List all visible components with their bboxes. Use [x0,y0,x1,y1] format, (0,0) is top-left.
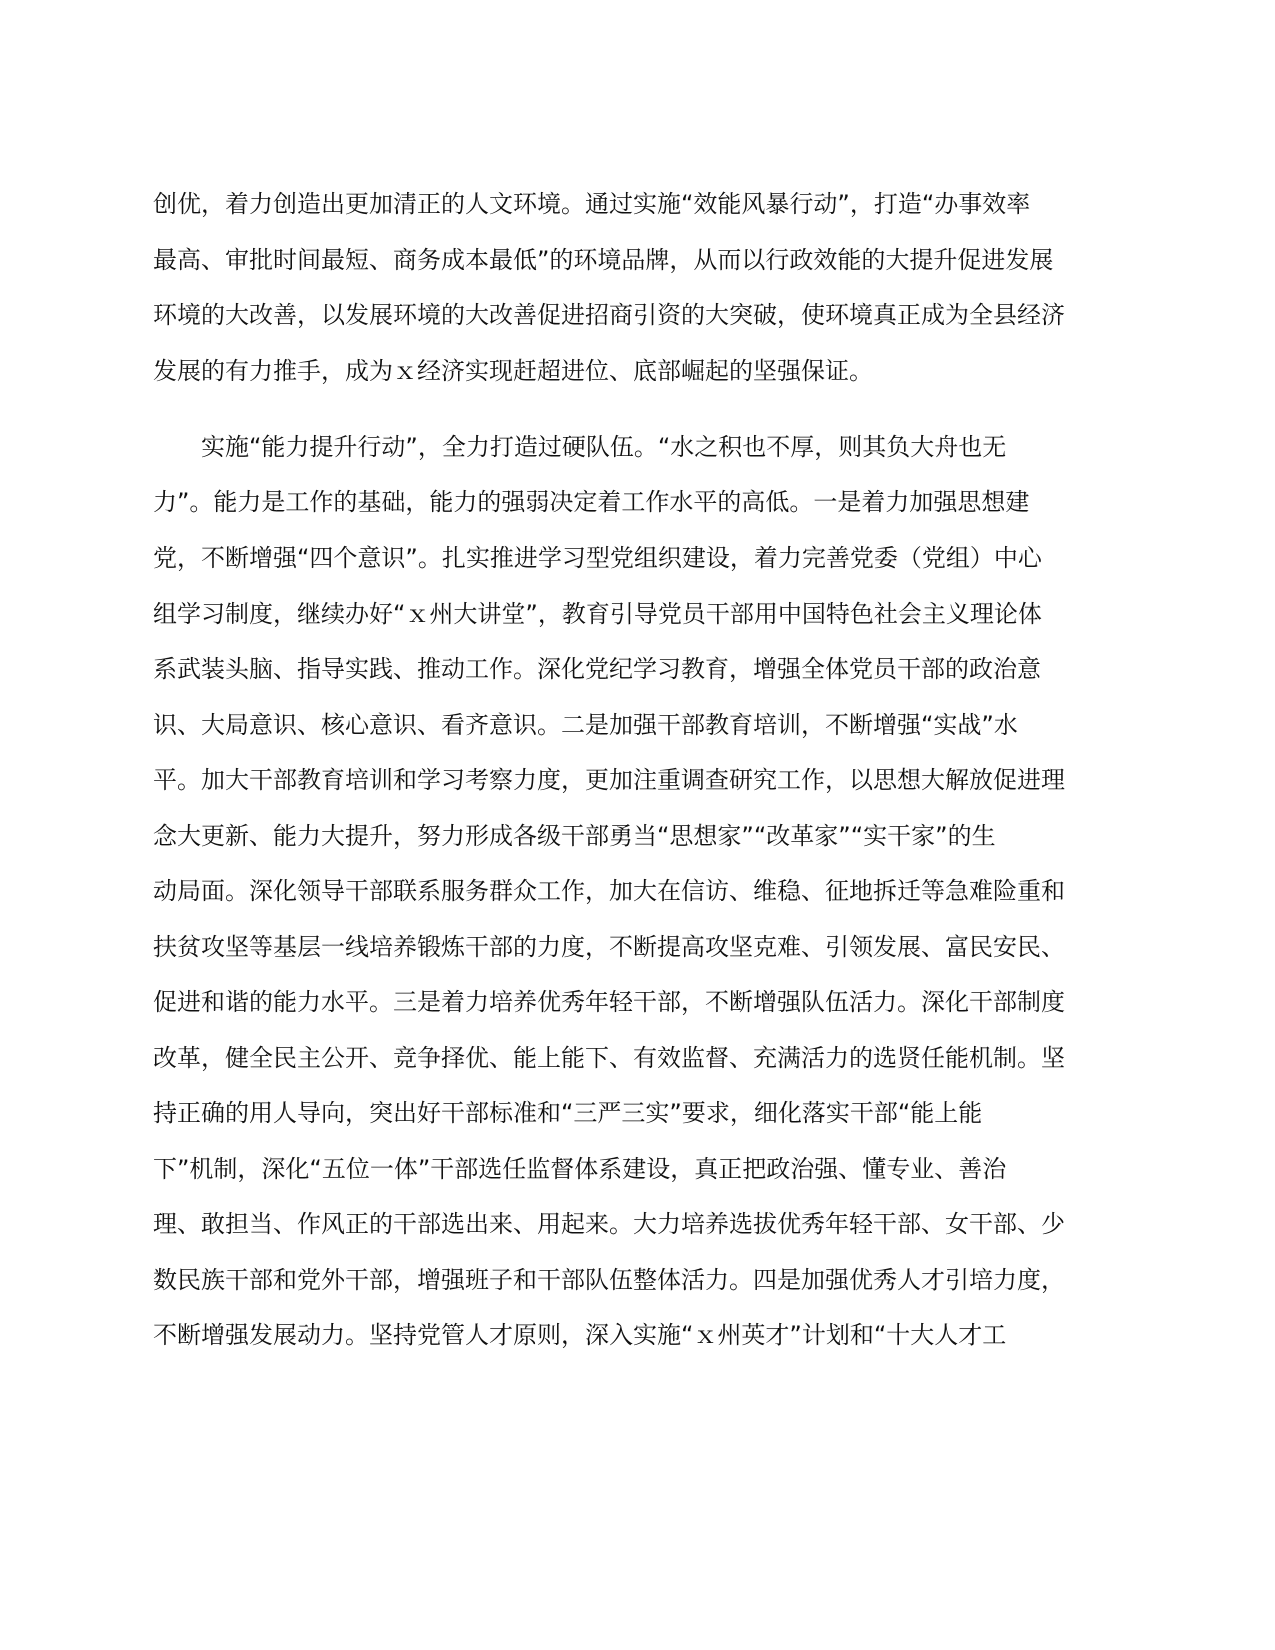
text-line: 创优，着力创造出更加清正的人文环境。通过实施“效能风暴行动”，打造“办事效率 [153,190,1031,218]
text-line: 不断增强发展动力。坚持党管人才原则，深入实施“ｘ州英才”计划和“十大人才工 [153,1321,1007,1349]
text-line: 下”机制，深化“五位一体”干部选任监督体系建设，真正把政治强、懂专业、善治 [153,1155,1007,1183]
text-line: 扶贫攻坚等基层一线培养锻炼干部的力度，不断提高攻坚克难、引领发展、富民安民、 [153,933,1065,961]
text-line: 系武装头脑、指导实践、推动工作。深化党纪学习教育，增强全体党员干部的政治意 [153,655,1041,683]
text-line: 组学习制度，继续办好“ｘ州大讲堂”，教育引导党员干部用中国特色社会主义理论体 [153,600,1042,628]
text-line: 平。加大干部教育培训和学习考察力度，更加注重调查研究工作，以思想大解放促进理 [153,766,1065,794]
text-line: 改革，健全民主公开、竞争择优、能上能下、有效监督、充满活力的选贤任能机制。坚 [153,1044,1065,1072]
text-line: 实施“能力提升行动”，全力打造过硬队伍。“水之积也不厚，则其负大舟也无 [201,433,1007,461]
text-line: 发展的有力推手，成为ｘ经济实现赶超进位、底部崛起的坚强保证。 [153,357,873,385]
text-line: 最高、审批时间最短、商务成本最低”的环境品牌，从而以行政效能的大提升促进发展 [153,246,1054,274]
text-line: 力”。能力是工作的基础，能力的强弱决定着工作水平的高低。一是着力加强思想建 [153,488,1030,516]
text-line: 持正确的用人导向，突出好干部标准和“三严三实”要求，细化落实干部“能上能 [153,1099,983,1127]
text-line: 理、敢担当、作风正的干部选出来、用起来。大力培养选拔优秀年轻干部、女干部、少 [153,1210,1065,1238]
text-line: 环境的大改善，以发展环境的大改善促进招商引资的大突破，使环境真正成为全县经济 [153,301,1065,329]
text-line: 念大更新、能力大提升，努力形成各级干部勇当“思想家”“改革家”“实干家”的生 [153,822,996,850]
text-line: 党，不断增强“四个意识”。扎实推进学习型党组织建设，着力完善党委（党组）中心 [153,544,1042,572]
text-line: 识、大局意识、核心意识、看齐意识。二是加强干部教育培训，不断增强“实战”水 [153,711,1018,739]
text-line: 动局面。深化领导干部联系服务群众工作，加大在信访、维稳、征地拆迁等急难险重和 [153,877,1065,905]
text-line: 促进和谐的能力水平。三是着力培养优秀年轻干部，不断增强队伍活力。深化干部制度 [153,988,1065,1016]
text-line: 数民族干部和党外干部，增强班子和干部队伍整体活力。四是加强优秀人才引培力度， [153,1266,1065,1294]
